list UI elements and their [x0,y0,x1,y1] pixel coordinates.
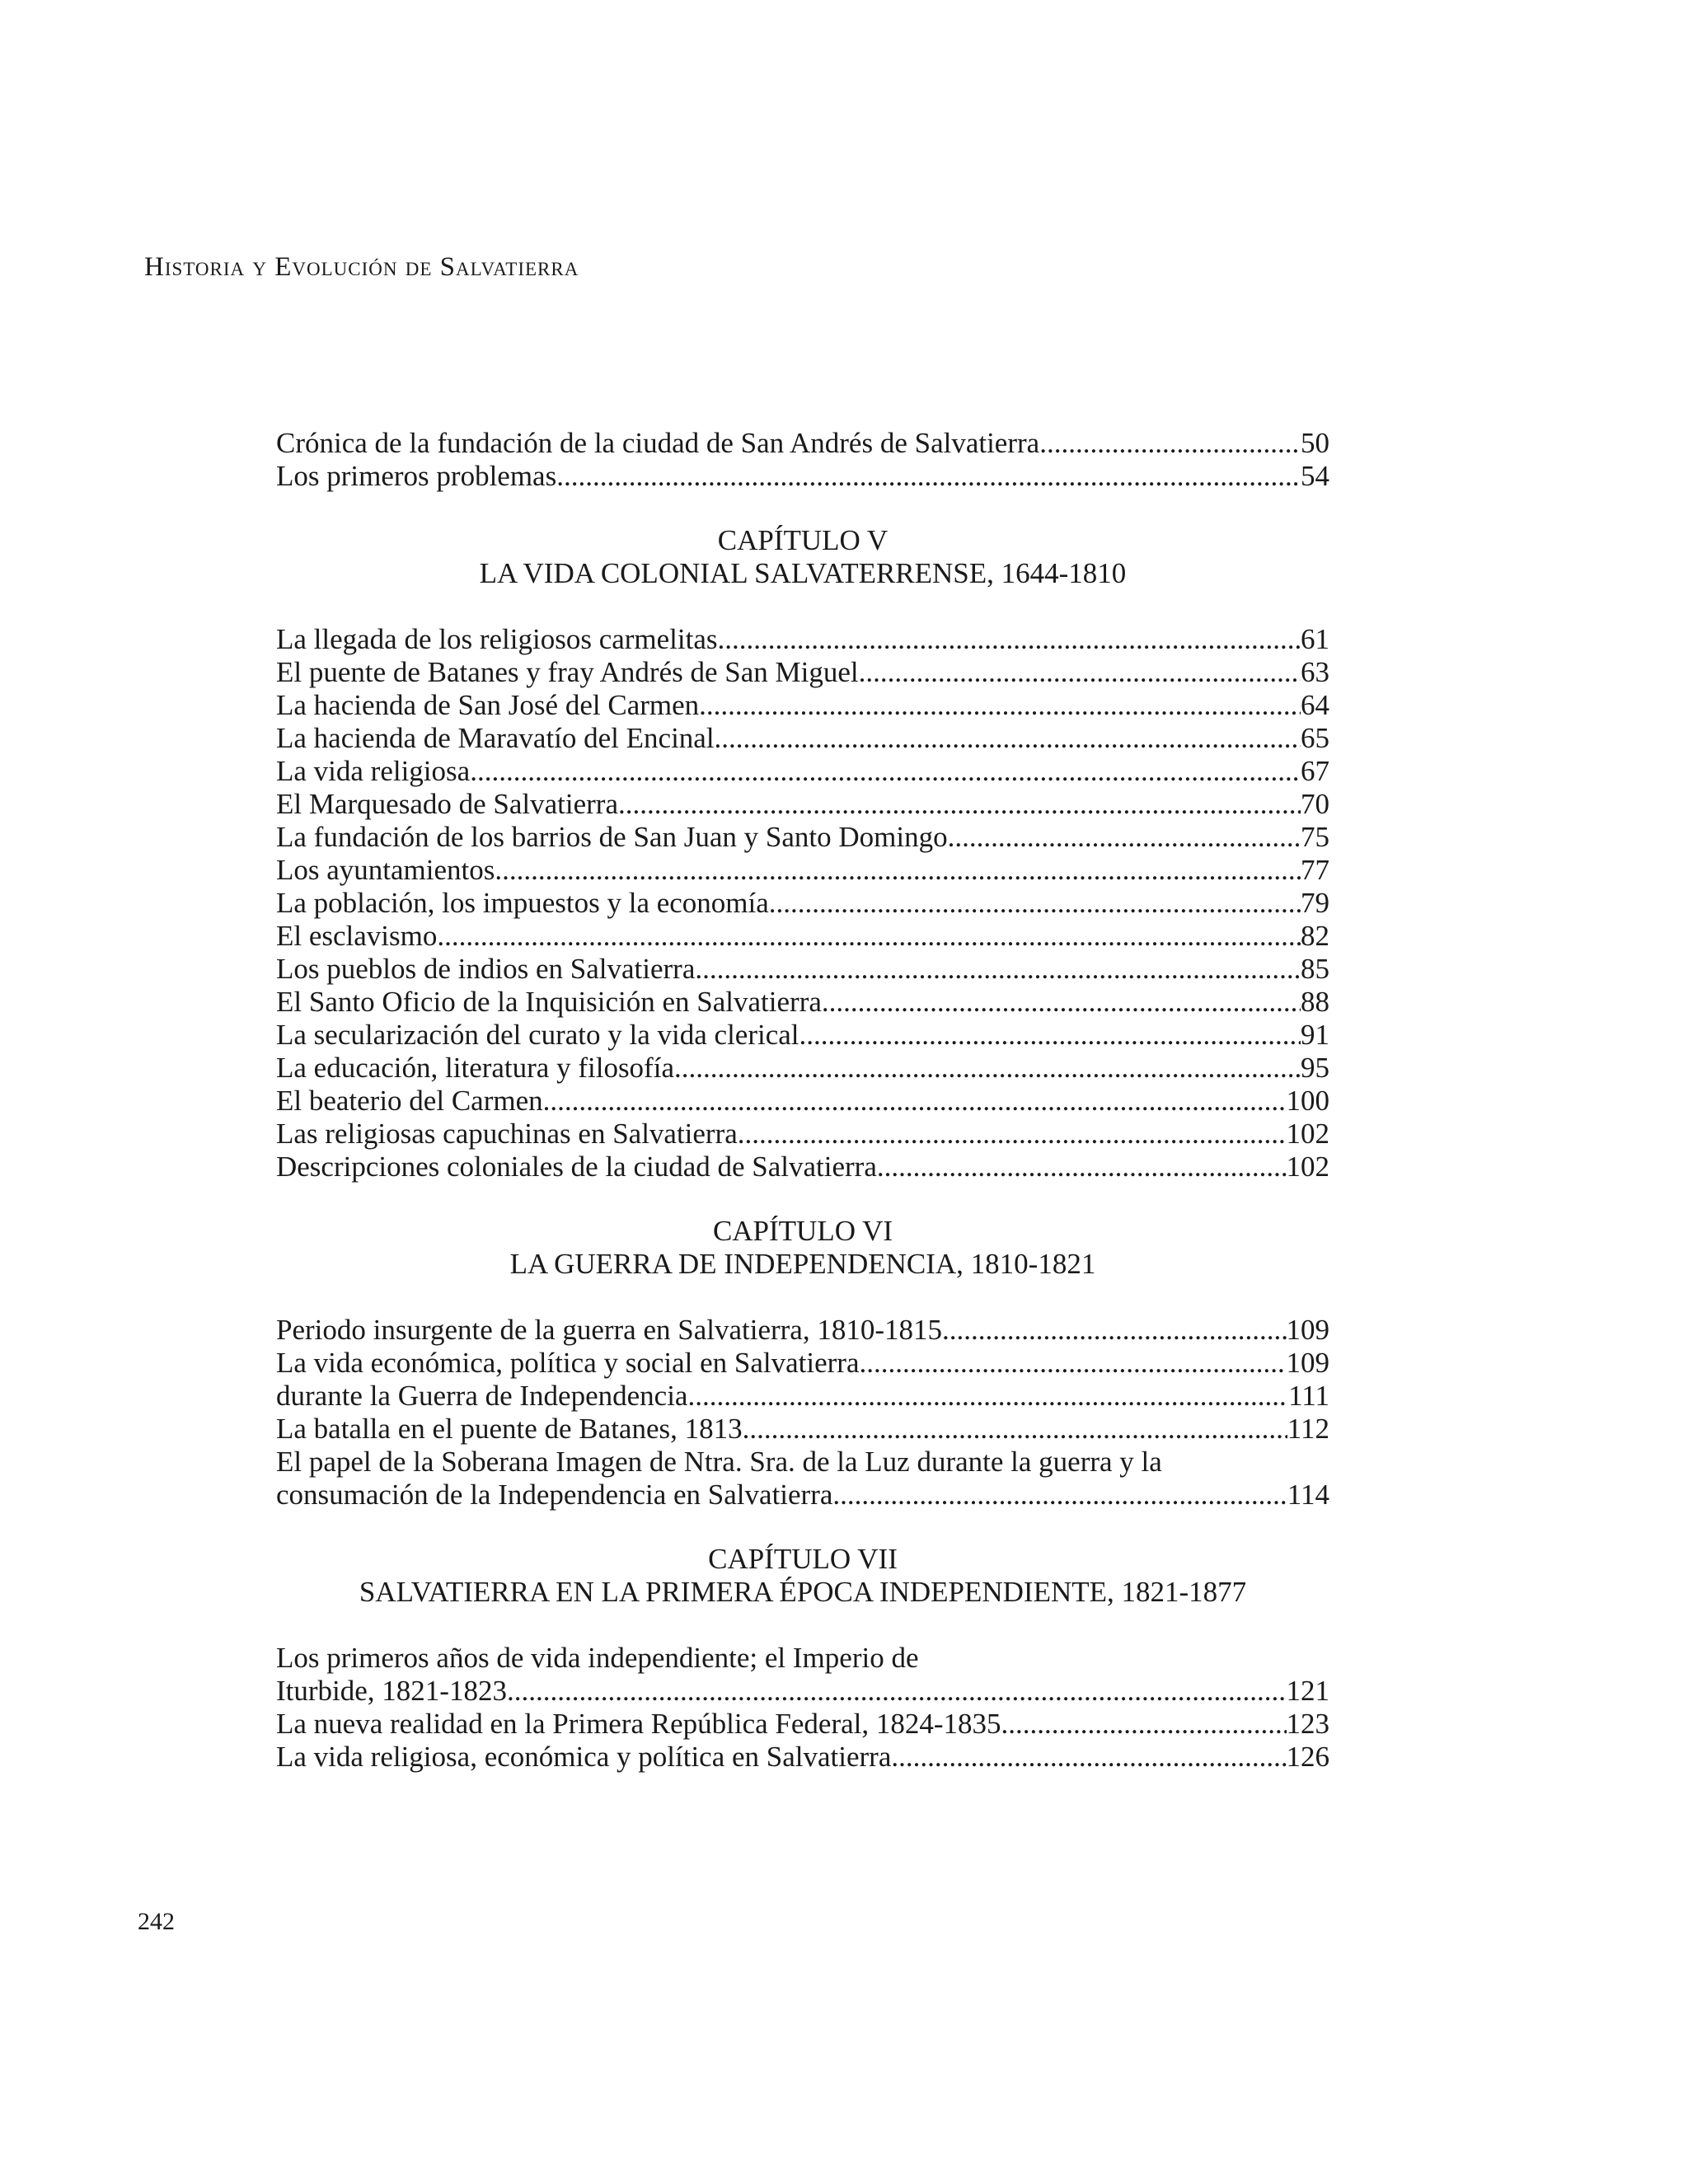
toc-entry [276,1413,1329,1446]
toc-entry-page: 91 [1301,1019,1329,1051]
toc-entry-page: 114 [1287,1479,1329,1511]
toc-entry [276,722,1329,755]
dot-leader [556,460,1301,493]
chapter-heading [276,1543,1329,1609]
toc-entry [276,427,1329,460]
toc-entry-page: 77 [1301,854,1329,886]
toc-entry-page: 121 [1286,1675,1329,1707]
toc-entry-title: Las religiosas capuchinas en Salvatierra [276,1118,738,1150]
toc-entry-page: 61 [1301,623,1329,655]
toc-entry-page: 63 [1301,656,1329,688]
dot-leader [738,1118,1287,1151]
toc-entry-title: La educación, literatura y filosofía [276,1052,674,1084]
toc-entry-page: 85 [1301,953,1329,985]
toc-entry [276,623,1329,656]
toc-entry [276,1085,1329,1118]
chapter-label: CAPÍTULO V [717,524,889,556]
toc-entry-title: El Marquesado de Salvatierra [276,788,618,820]
toc-entry-page: 75 [1301,821,1329,853]
toc-entry-title: durante la Guerra de Independencia [276,1380,688,1412]
dot-leader [891,1741,1286,1774]
toc-entry [276,1052,1329,1085]
toc-entry-title: La vida religiosa, económica y política en Salvatierra [276,1741,892,1773]
dot-leader [715,722,1301,755]
page-number: 242 [138,1908,175,1935]
toc-entry [276,1314,1329,1347]
toc-entry-page: 112 [1287,1413,1329,1445]
toc-entry-title: El Santo Oficio de la Inquisición en Salvatierra [276,986,822,1018]
chapter-title: LA GUERRA DE INDEPENDENCIA, 1810-1821 [509,1248,1096,1280]
dot-leader [470,755,1301,788]
toc-entry-page: 111 [1288,1380,1329,1412]
dot-leader [495,854,1301,887]
toc-entry-title: Descripciones coloniales de la ciudad de Salvatierra [276,1151,877,1183]
toc-entry [276,887,1329,920]
toc-entry [276,460,1329,493]
toc-entry-page: 95 [1301,1052,1329,1084]
dot-leader [618,788,1301,821]
toc-entry-title: El esclavismo [276,920,438,952]
toc-entry-title: El beaterio del Carmen [276,1085,543,1117]
chapter-heading [276,1215,1329,1281]
toc-entry-page: 88 [1301,986,1329,1018]
toc-entry-page: 82 [1301,920,1329,952]
dot-leader [674,1052,1301,1085]
toc-entry [276,1675,1329,1708]
toc-entry-title: La fundación de los barrios de San Juan y Santo Domingo [276,821,948,853]
toc-entry [276,1741,1329,1774]
toc-entry-page: 102 [1286,1151,1329,1183]
dot-leader [687,1380,1288,1413]
toc-entry-page: 123 [1286,1708,1329,1740]
toc-entry-title: La secularización del curato y la vida clerical [276,1019,799,1051]
toc-entry-title: La hacienda de San José del Carmen [276,689,700,721]
dot-leader [948,821,1301,854]
toc-entry-title: La hacienda de Maravatío del Encinal [276,722,715,754]
toc-entry-title: La vida religiosa [276,755,471,787]
toc-entry-page: 102 [1286,1118,1329,1150]
dot-leader [699,689,1301,722]
toc-entry-page: 126 [1286,1741,1329,1773]
toc-entry [276,1380,1329,1413]
toc-entry-title: Iturbide, 1821-1823 [276,1675,507,1707]
chapter-label: CAPÍTULO VI [712,1215,893,1247]
toc-entry-page: 67 [1301,755,1329,787]
dot-leader [942,1314,1287,1347]
running-head: Historia y Evolución de Salvatierra [144,252,579,282]
toc-entry-title: Periodo insurgente de la guerra en Salvatierra, 1810-1815 [276,1314,942,1346]
toc-entry-page: 54 [1301,460,1329,492]
toc-entry [276,1118,1329,1151]
toc-entry-title: La llegada de los religiosos carmelitas [276,623,718,655]
toc-entry-title: consumación de la Independencia en Salvatierra [276,1479,833,1511]
toc-entry-title: Los ayuntamientos [276,854,495,886]
toc-entry [276,821,1329,854]
toc-entry [276,656,1329,689]
toc-entry-page: 109 [1286,1347,1329,1379]
dot-leader [718,623,1301,656]
toc-entry-page: 64 [1301,689,1329,721]
toc-entry [276,1708,1329,1741]
toc-entry-title: Los pueblos de indios en Salvatierra [276,953,696,985]
chapter-title: LA VIDA COLONIAL SALVATERRENSE, 1644-1810 [479,557,1127,589]
dot-leader [877,1151,1287,1183]
chapter-heading [276,524,1329,590]
toc-entry-page: 109 [1286,1314,1329,1346]
toc-entry-title: La población, los impuestos y la economía [276,887,769,919]
dot-leader [543,1085,1287,1118]
toc-entry-title: Los primeros problemas [276,460,557,492]
toc-entry [276,920,1329,953]
toc-entry-lead-line: El papel de la Soberana Imagen de Ntra. Sra. de la Luz durante la guerra y la [276,1446,1162,1478]
dot-leader [1039,427,1301,460]
dot-leader [437,920,1301,953]
toc-entry [276,755,1329,788]
toc-entry-title: La vida económica, política y social en Salvatierra [276,1347,860,1379]
dot-leader [859,656,1301,689]
toc-entry-page: 79 [1301,887,1329,919]
toc-entry [276,1019,1329,1052]
toc-entry-page: 100 [1286,1085,1329,1117]
dot-leader [1001,1708,1287,1741]
toc-entry [276,986,1329,1019]
toc-entry [276,1347,1329,1380]
toc-entry [276,854,1329,887]
toc-entry-title: Crónica de la fundación de la ciudad de San Andrés de Salvatierra [276,427,1040,459]
dot-leader [832,1479,1287,1511]
toc-entry [276,1479,1329,1511]
dot-leader [743,1413,1287,1446]
toc-entry [276,1151,1329,1183]
dot-leader [507,1675,1287,1708]
toc-entry-lead-line: Los primeros años de vida independiente; el Imperio de [276,1642,919,1674]
chapter-label: CAPÍTULO VII [708,1543,898,1575]
toc-entry-title: La nueva realidad en la Primera República Federal, 1824-1835 [276,1708,1001,1740]
dot-leader [799,1019,1301,1052]
toc-entry-title: La batalla en el puente de Batanes, 1813 [276,1413,743,1445]
chapter-title: SALVATIERRA EN LA PRIMERA ÉPOCA INDEPENDIENTE, 1821-1877 [359,1576,1247,1608]
toc-entry [276,689,1329,722]
dot-leader [860,1347,1287,1380]
dot-leader [822,986,1301,1019]
dot-leader [769,887,1301,920]
toc-entry-page: 50 [1301,427,1329,459]
toc-entry-page: 70 [1301,788,1329,820]
toc-entry [276,788,1329,821]
toc-entry [276,953,1329,986]
dot-leader [695,953,1301,986]
toc-entry-page: 65 [1301,722,1329,754]
table-of-contents [276,427,1329,1774]
toc-entry-title: El puente de Batanes y fray Andrés de San Miguel [276,656,859,688]
